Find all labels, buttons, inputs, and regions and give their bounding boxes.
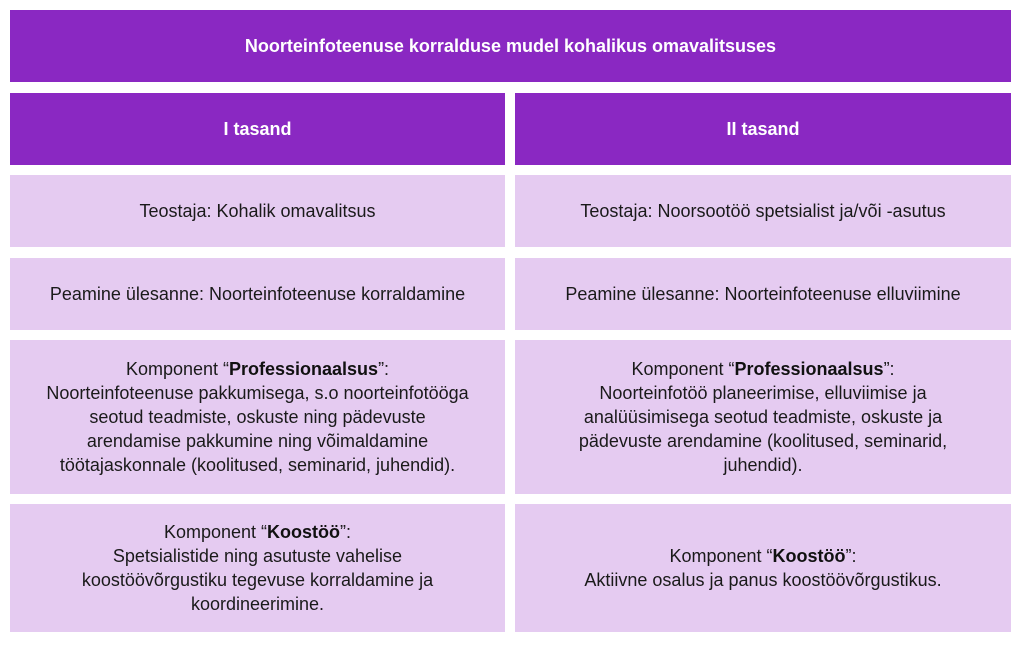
description-line: pädevuste arendamine (koolitused, seminarid,: [578, 431, 948, 451]
cooperation-cell-level-2: [515, 504, 1011, 632]
professionalism-cell-level-1: [10, 340, 505, 494]
description-line: Spetsialistide ning asutuste vahelise: [112, 546, 403, 566]
cooperation-content: [82, 520, 433, 616]
diagram-title: Noorteinfoteenuse korralduse mudel kohalikus omavalitsuses: [244, 35, 777, 56]
component-prefix: Komponent “: [125, 359, 229, 379]
cooperation-content: [584, 544, 941, 592]
component-suffix: ”:: [340, 522, 352, 542]
performer-text: Teostaja: Noorsootöö spetsialist ja/või -asutus: [580, 201, 946, 221]
description-line: Aktiivne osalus ja panus koostöövõrgustikus.: [584, 570, 942, 590]
main-task-text: Peamine ülesanne: Noorteinfoteenuse elluviimine: [565, 284, 961, 304]
performer-cell-level-1: [10, 175, 505, 247]
column-header-level-1: [10, 93, 505, 165]
component-heading: [584, 544, 941, 568]
component-heading: [579, 357, 947, 381]
component-prefix: Komponent “: [163, 522, 268, 542]
component-prefix: Komponent “: [631, 359, 735, 379]
professionalism-cell-level-2: [515, 340, 1011, 494]
performer-cell-level-2: [515, 175, 1011, 247]
main-task-cell-level-1: [10, 258, 505, 330]
column-header-level-2: [515, 93, 1011, 165]
component-name: Professionaalsus: [734, 359, 884, 379]
description-line: Noorteinfoteenuse pakkumisega, s.o noorteinfotööga: [46, 383, 469, 403]
component-heading: [82, 520, 433, 544]
description-line: seotud teadmiste, oskuste ning pädevuste: [89, 407, 426, 427]
professionalism-content: [579, 357, 947, 477]
description-line: juhendid).: [723, 455, 803, 475]
component-suffix: ”:: [378, 359, 390, 379]
component-heading: [46, 357, 468, 381]
component-name: Professionaalsus: [229, 359, 379, 379]
main-task-cell-level-2: [515, 258, 1011, 330]
performer-text: Teostaja: Kohalik omavalitsus: [139, 201, 376, 221]
column-header-label: II tasand: [726, 118, 800, 139]
description-line: töötajaskonnale (koolitused, seminarid, juhendid).: [59, 455, 456, 475]
component-prefix: Komponent “: [669, 546, 773, 566]
component-suffix: ”:: [845, 546, 857, 566]
description-line: analüüsimisega seotud teadmiste, oskuste ja: [583, 407, 943, 427]
component-suffix: ”:: [883, 359, 895, 379]
description-line: koostöövõrgustiku tegevuse korraldamine ja: [81, 570, 434, 590]
diagram-title-box: [10, 10, 1011, 82]
component-name: Koostöö: [267, 522, 341, 542]
description-line: Noorteinfotöö planeerimise, elluviimise ja: [599, 383, 927, 403]
description-line: arendamise pakkumine ning võimaldamine: [86, 431, 429, 451]
column-header-label: I tasand: [223, 118, 292, 139]
description-line: koordineerimine.: [190, 594, 325, 614]
cooperation-cell-level-1: [10, 504, 505, 632]
component-name: Koostöö: [772, 546, 846, 566]
main-task-text: Peamine ülesanne: Noorteinfoteenuse korraldamine: [49, 284, 466, 304]
professionalism-content: [46, 357, 468, 477]
